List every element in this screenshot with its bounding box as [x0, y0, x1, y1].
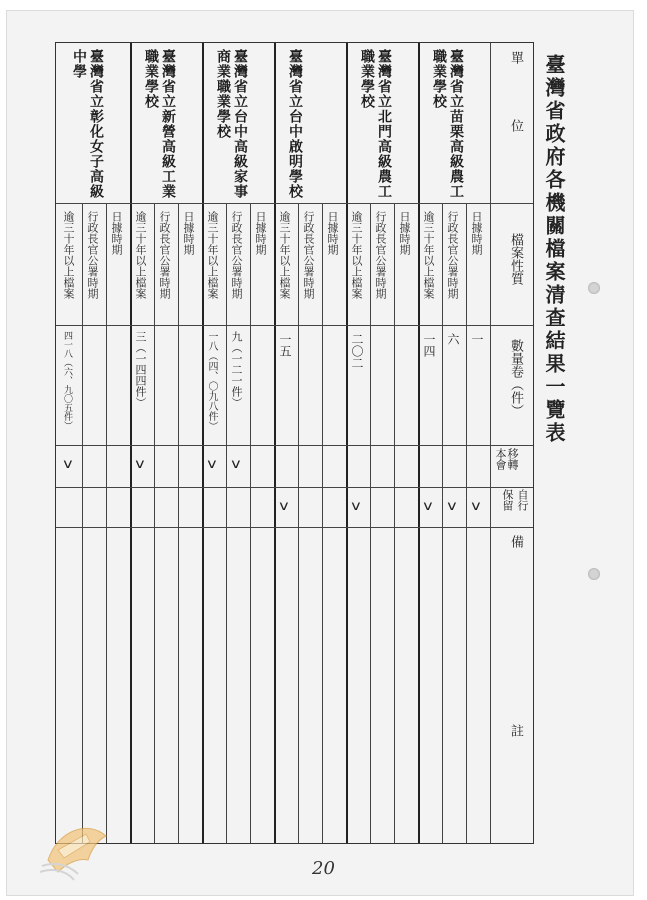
- row-qty: 一八（四、〇九八件）: [206, 331, 217, 431]
- row-nature: 逾三十年以上檔案: [206, 211, 219, 299]
- row-unit: 臺灣省立北門高級農工職業學校: [359, 49, 392, 199]
- row-divider: [130, 43, 132, 843]
- keep-check: v: [279, 499, 289, 514]
- row-nature: 日據時期: [254, 211, 267, 255]
- archive-watermark-logo: [28, 800, 118, 890]
- header-move-top: 移轉: [506, 448, 519, 470]
- field-divider: [56, 527, 533, 528]
- header-nature: 檔案性質: [508, 233, 523, 285]
- row-unit: 臺灣省立新營高級工業職業學校: [143, 49, 176, 199]
- row-qty: 四一八（六、九〇五件）: [62, 331, 72, 430]
- line-divider: [178, 203, 179, 843]
- row-unit: 臺灣省立苗栗高級農工職業學校: [431, 49, 464, 199]
- field-divider: [56, 203, 533, 204]
- keep-check: v: [423, 499, 433, 514]
- header-qty: 數量卷（件）: [508, 339, 523, 417]
- row-unit: 臺灣省立彰化女子高級中學: [71, 49, 104, 199]
- keep-check: v: [447, 499, 457, 514]
- header-move-bot: 本會: [494, 448, 507, 470]
- line-divider: [466, 203, 467, 843]
- move-check: v: [231, 457, 241, 472]
- row-nature: 行政長官公署時期: [230, 211, 243, 299]
- field-divider: [56, 487, 533, 488]
- archive-table: [55, 42, 534, 844]
- line-divider: [226, 203, 227, 843]
- row-nature: 日據時期: [470, 211, 483, 255]
- header-remark: 備 註: [508, 535, 523, 745]
- row-nature: 行政長官公署時期: [302, 211, 315, 299]
- row-nature: 逾三十年以上檔案: [350, 211, 363, 299]
- row-nature: 逾三十年以上檔案: [62, 211, 75, 299]
- row-unit: 臺灣省立台中啟明學校: [287, 49, 303, 199]
- move-check: v: [207, 457, 217, 472]
- line-divider: [370, 203, 371, 843]
- row-divider: [346, 43, 348, 843]
- punch-hole: [588, 568, 600, 580]
- row-divider: [274, 43, 276, 843]
- row-nature: 行政長官公署時期: [158, 211, 171, 299]
- row-qty: 一五: [278, 333, 292, 357]
- line-divider: [106, 203, 107, 843]
- keep-check: v: [351, 499, 361, 514]
- header-divider: [490, 43, 491, 843]
- line-divider: [322, 203, 323, 843]
- row-nature: 行政長官公署時期: [86, 211, 99, 299]
- row-qty: 二〇二: [350, 333, 364, 369]
- header-keep-top: 自行: [516, 489, 529, 511]
- line-divider: [394, 203, 395, 843]
- header-unit: 單 位: [508, 51, 523, 136]
- row-nature: 日據時期: [182, 211, 195, 255]
- move-check: v: [135, 457, 145, 472]
- line-divider: [442, 203, 443, 843]
- page-title: 臺灣省政府各機關檔案清查結果一覽表: [542, 54, 566, 445]
- row-qty: 九（一二一件）: [230, 331, 243, 408]
- row-nature: 逾三十年以上檔案: [422, 211, 435, 299]
- row-qty: 一四: [422, 333, 436, 357]
- line-divider: [298, 203, 299, 843]
- row-unit: 臺灣省立台中高級家事商業職業學校: [215, 49, 248, 199]
- row-nature: 行政長官公署時期: [446, 211, 459, 299]
- header-keep-bot: 保留: [501, 489, 514, 511]
- row-nature: 逾三十年以上檔案: [134, 211, 147, 299]
- row-divider: [202, 43, 204, 843]
- field-divider: [56, 445, 533, 446]
- row-divider: [418, 43, 420, 843]
- keep-check: v: [471, 499, 481, 514]
- row-nature: 逾三十年以上檔案: [278, 211, 291, 299]
- punch-hole: [588, 282, 600, 294]
- line-divider: [154, 203, 155, 843]
- row-nature: 日據時期: [398, 211, 411, 255]
- page-number: 20: [312, 858, 335, 879]
- row-nature: 行政長官公署時期: [374, 211, 387, 299]
- move-check: v: [63, 457, 73, 472]
- row-qty: 六: [446, 333, 460, 345]
- line-divider: [250, 203, 251, 843]
- row-nature: 日據時期: [326, 211, 339, 255]
- line-divider: [82, 203, 83, 843]
- row-qty: 三（一四四件）: [134, 331, 147, 408]
- row-nature: 日據時期: [110, 211, 123, 255]
- row-qty: 一: [470, 333, 484, 345]
- field-divider: [56, 325, 533, 326]
